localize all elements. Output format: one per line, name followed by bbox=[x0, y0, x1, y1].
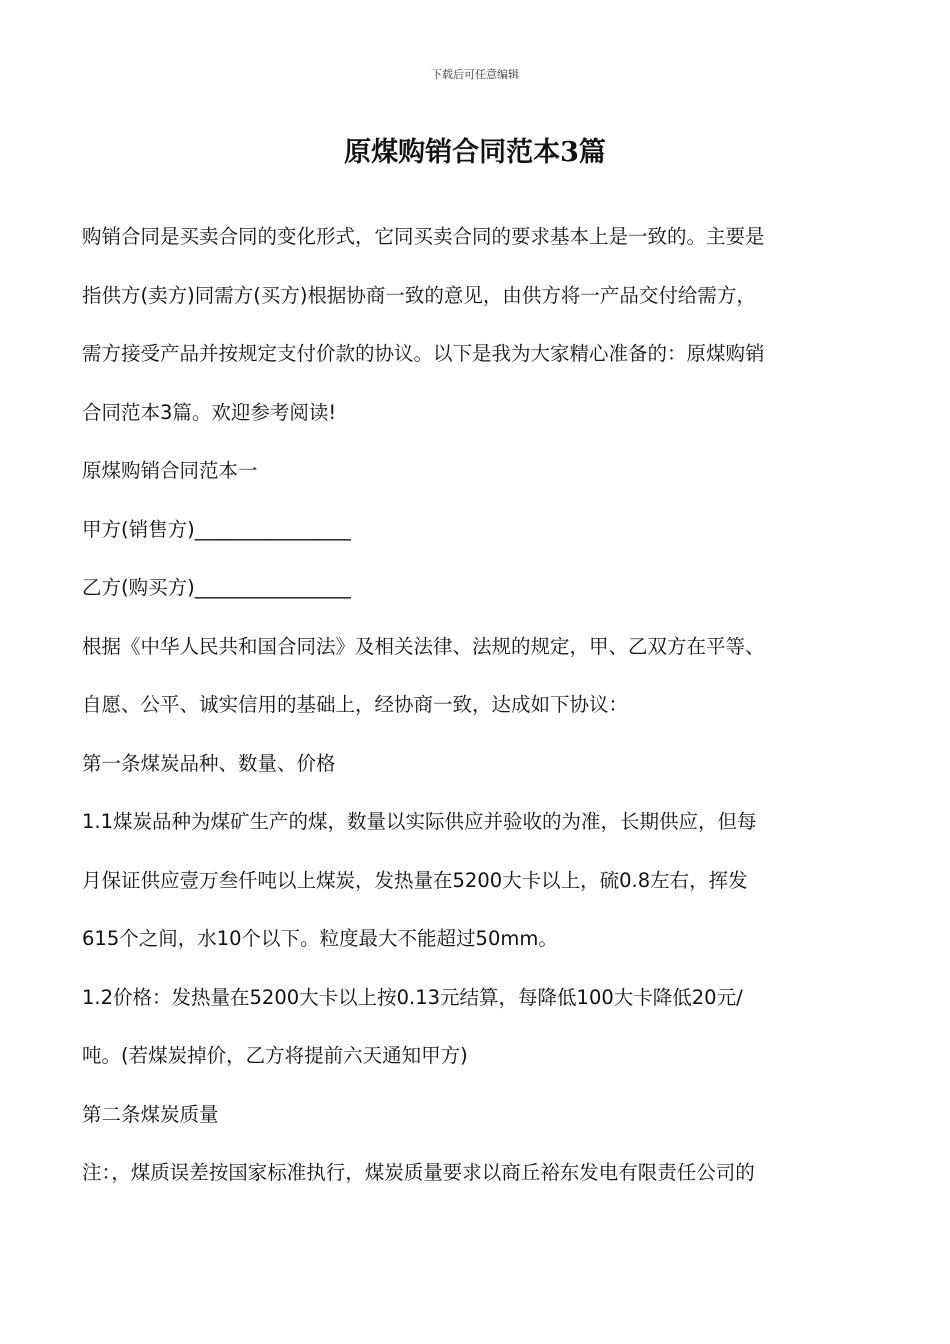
paragraph-line: 615个之间，水10个以下。粒度最大不能超过50mm。 bbox=[82, 927, 558, 950]
document-body bbox=[82, 214, 870, 1209]
article-heading: 第二条煤炭质量 bbox=[82, 1102, 219, 1126]
paragraph-line: 购销合同是买卖合同的变化形式，它同买卖合同的要求基本上是一致的。主要是 bbox=[82, 225, 765, 248]
party-b-line: 乙方(购买方)________________ bbox=[82, 576, 351, 599]
page-title: 原煤购销合同范本3篇 bbox=[344, 137, 606, 168]
paragraph-line: 1.2价格：发热量在5200大卡以上按0.13元结算，每降低100大卡降低20元/ bbox=[82, 985, 743, 1009]
article-heading: 第一条煤炭品种、数量、价格 bbox=[82, 751, 336, 775]
paragraph-line: 月保证供应壹万叁仟吨以上煤炭，发热量在5200大卡以上，硫0.8左右，挥发 bbox=[82, 868, 748, 892]
paragraph-line: 根据《中华人民共和国合同法》及相关法律、法规的规定，甲、乙双方在平等、 bbox=[82, 634, 765, 658]
paragraph-line: 合同范本3篇。欢迎参考阅读! bbox=[82, 400, 337, 424]
header-note: 下载后可任意编辑 bbox=[431, 68, 519, 81]
paragraph-line: 自愿、公平、诚实信用的基础上，经协商一致，达成如下协议： bbox=[82, 693, 629, 716]
paragraph-line: 注：，煤质误差按国家标准执行，煤炭质量要求以商丘裕东发电有限责任公司的 bbox=[82, 1161, 755, 1184]
paragraph-line: 吨。(若煤炭掉价，乙方将提前六天通知甲方) bbox=[82, 1044, 468, 1067]
party-a-line: 甲方(销售方)________________ bbox=[82, 517, 351, 541]
section-heading: 原煤购销合同范本一 bbox=[82, 459, 258, 482]
paragraph-line: 需方接受产品并按规定支付价款的协议。以下是我为大家精心准备的：原煤购销 bbox=[82, 342, 765, 365]
paragraph-line: 指供方(卖方)同需方(买方)根据协商一致的意见，由供方将一产品交付给需方， bbox=[82, 283, 756, 307]
paragraph-line: 1.1煤炭品种为煤矿生产的煤，数量以实际供应并验收的为准，长期供应，但每 bbox=[82, 810, 757, 833]
